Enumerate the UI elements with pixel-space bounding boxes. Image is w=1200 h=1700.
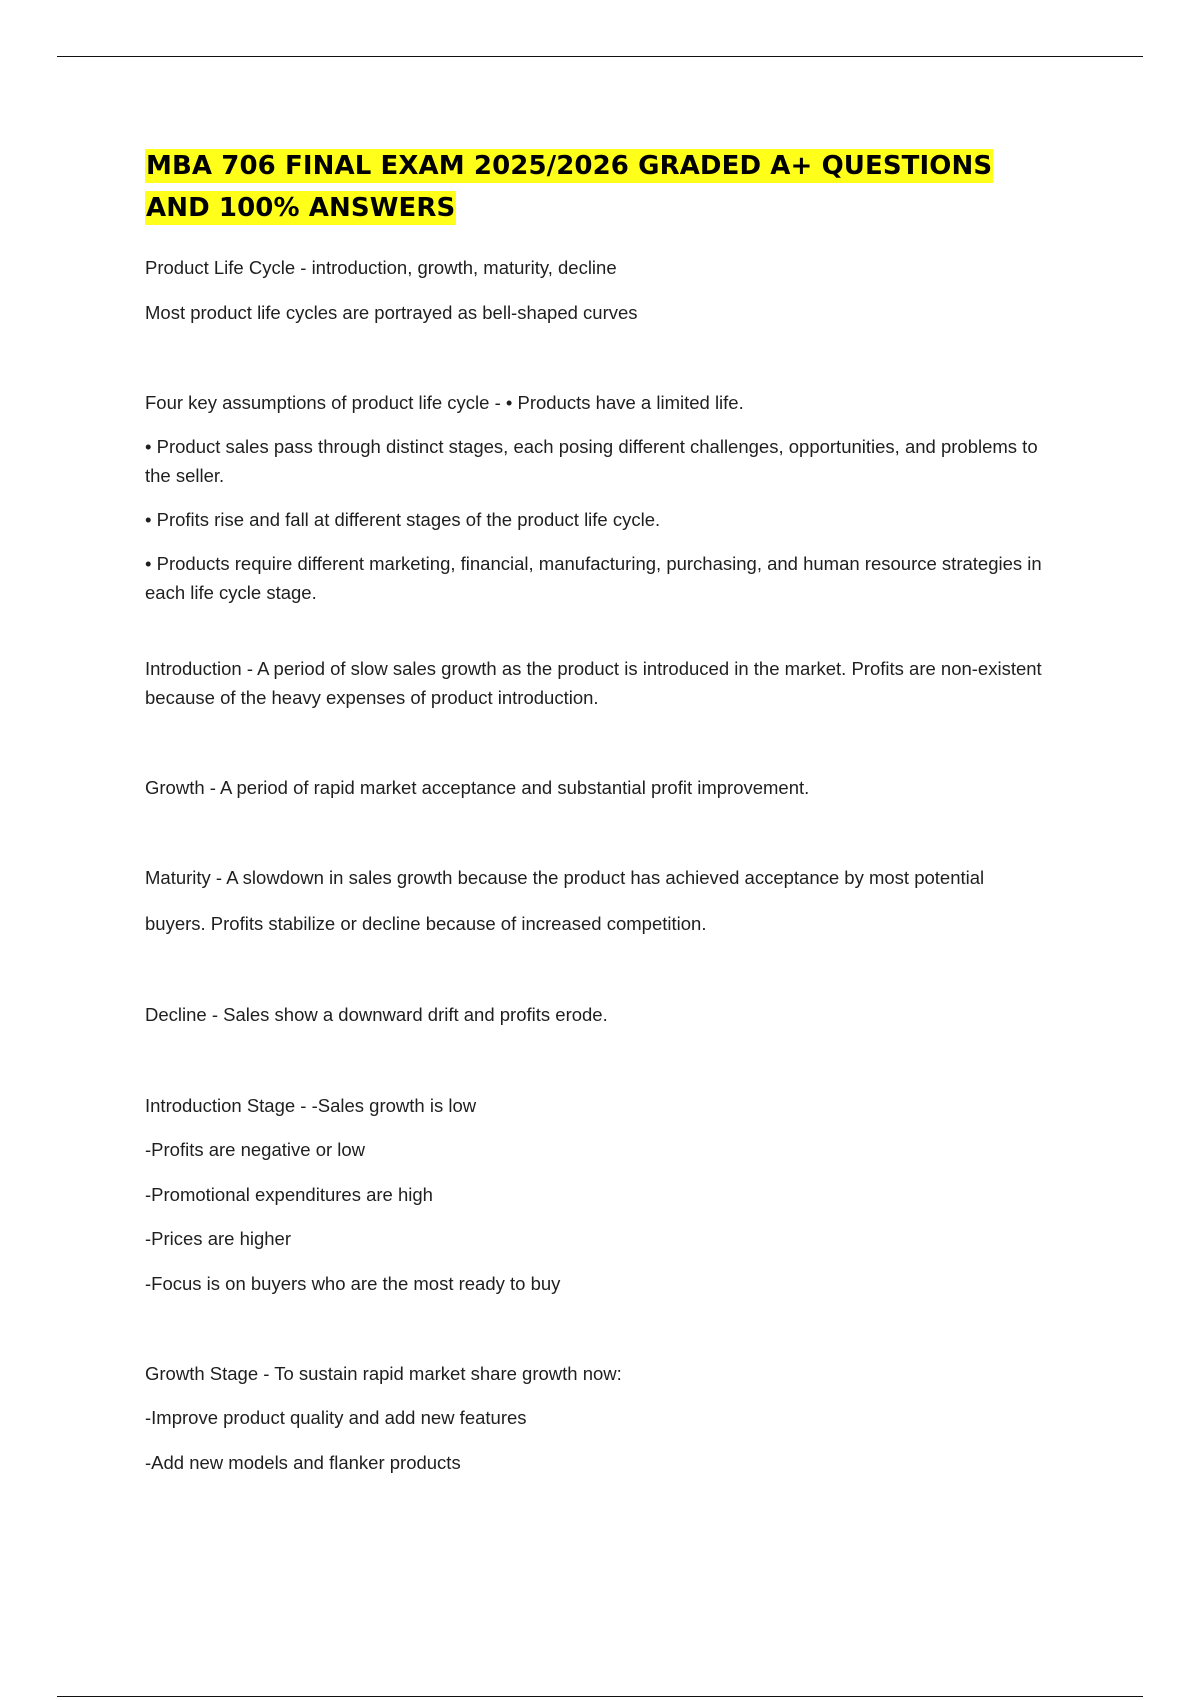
qa-line: Four key assumptions of product life cycle - • Products have a limited life.: [145, 392, 744, 413]
qa-line: Introduction - A period of slow sales growth as the product is introduced in the market. Profits are non-existent because of the heavy expenses of product introduction.: [145, 658, 1042, 708]
qa-line: buyers. Profits stabilize or decline because of increased competition.: [145, 913, 707, 934]
qa-line: -Add new models and flanker products: [145, 1452, 461, 1473]
qa-line: -Promotional expenditures are high: [145, 1184, 433, 1205]
document-title: [145, 145, 1065, 229]
qa-line: Decline - Sales show a downward drift and profits erode.: [145, 1004, 608, 1025]
qa-line: • Products require different marketing, financial, manufacturing, purchasing, and human resource strategies in each life cycle stage.: [145, 553, 1042, 603]
qa-line: -Profits are negative or low: [145, 1139, 366, 1160]
qa-line: -Prices are higher: [145, 1228, 292, 1249]
qa-line: -Focus is on buyers who are the most ready to buy: [145, 1273, 561, 1294]
qa-line: • Profits rise and fall at different stages of the product life cycle.: [145, 509, 661, 530]
header-rule: [57, 56, 1143, 57]
qa-line: Product Life Cycle - introduction, growth, maturity, decline: [145, 257, 617, 278]
qa-line: • Product sales pass through distinct stages, each posing different challenges, opportunities, and problems to the seller.: [145, 436, 1038, 486]
document-page: [145, 145, 1065, 1477]
qa-line: -Improve product quality and add new features: [145, 1407, 527, 1428]
qa-line: Most product life cycles are portrayed as bell-shaped curves: [145, 302, 638, 323]
title-highlight: MBA 706 FINAL EXAM 2025/2026 GRADED A+ QUESTIONS AND 100% ANSWERS: [146, 151, 993, 223]
qa-line: Growth Stage - To sustain rapid market share growth now:: [145, 1363, 622, 1384]
footer-rule: [57, 1696, 1143, 1697]
qa-line: Growth - A period of rapid market acceptance and substantial profit improvement.: [145, 777, 810, 798]
qa-line: Introduction Stage - -Sales growth is low: [145, 1095, 477, 1116]
qa-line: Maturity - A slowdown in sales growth because the product has achieved acceptance by most potential: [145, 867, 985, 888]
